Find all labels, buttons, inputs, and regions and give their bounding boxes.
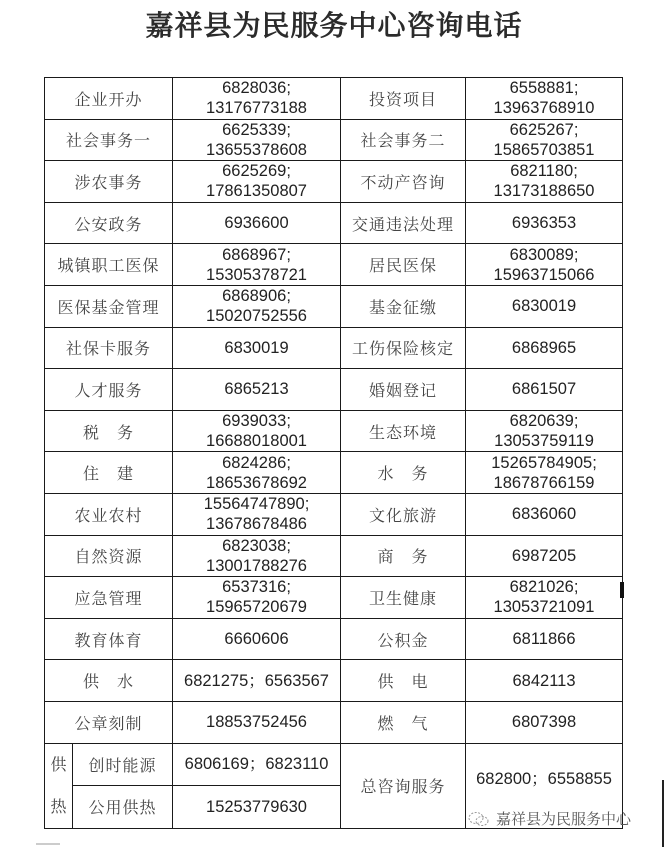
phone-number-left bbox=[173, 285, 341, 327]
department-name-right bbox=[341, 452, 466, 494]
general-consult-phone-text: 682800；6558855 bbox=[476, 769, 612, 788]
phone-line: 17861350807 bbox=[206, 182, 307, 201]
phone-line: 6830019 bbox=[511, 297, 577, 316]
department-label: 社会事务二 bbox=[360, 131, 446, 151]
phone-line: 18678766159 bbox=[493, 473, 595, 492]
phone-line: 6868906; bbox=[222, 287, 291, 306]
heating-provider-phone: 15253779630 bbox=[173, 786, 341, 829]
phone-number-left bbox=[173, 78, 341, 120]
heating-label-bottom: 热 bbox=[50, 796, 67, 816]
phone-line: 18653678692 bbox=[206, 473, 307, 492]
department-name-left bbox=[45, 327, 173, 369]
phone-number-right bbox=[466, 285, 623, 327]
phone-line: 6558881; bbox=[509, 79, 579, 98]
phone-number-left bbox=[173, 493, 341, 535]
department-label: 商 务 bbox=[377, 547, 429, 567]
department-label: 投资项目 bbox=[369, 89, 438, 109]
department-name-right bbox=[341, 410, 466, 452]
phone-line: 15265784905; bbox=[491, 453, 597, 472]
phone-number-left bbox=[173, 202, 341, 244]
page-corner-mark bbox=[36, 843, 60, 845]
table-row bbox=[45, 410, 623, 452]
phone-line: 6939033; bbox=[222, 412, 291, 431]
department-name-left bbox=[45, 369, 173, 411]
department-name-right bbox=[341, 119, 466, 161]
department-name-right bbox=[341, 327, 466, 369]
phone-number-left bbox=[173, 327, 341, 369]
watermark bbox=[468, 808, 631, 829]
phone-number-left bbox=[173, 119, 341, 161]
table-row bbox=[45, 202, 623, 244]
table-row bbox=[45, 119, 623, 161]
department-label: 教育体育 bbox=[74, 630, 143, 650]
department-label: 涉农事务 bbox=[74, 172, 143, 192]
department-label: 居民医保 bbox=[369, 256, 438, 276]
table-row bbox=[45, 285, 623, 327]
phone-number-right bbox=[466, 660, 623, 702]
department-label: 燃 气 bbox=[377, 713, 429, 733]
department-name-left bbox=[45, 701, 173, 743]
phone-line: 6625339; bbox=[222, 120, 291, 139]
department-name-right bbox=[341, 660, 466, 702]
phone-line: 6936353 bbox=[511, 214, 577, 233]
phone-line: 6861507 bbox=[511, 380, 577, 399]
table-row bbox=[45, 535, 623, 577]
department-name-left bbox=[45, 244, 173, 286]
phone-number-right bbox=[466, 701, 623, 743]
phone-line: 6936600 bbox=[224, 214, 289, 233]
phone-number-left bbox=[173, 244, 341, 286]
phone-line: 6824286; bbox=[222, 453, 291, 472]
department-label: 自然资源 bbox=[74, 547, 143, 567]
heating-label-top: 供 bbox=[50, 754, 67, 774]
phone-number-right bbox=[466, 493, 623, 535]
phone-number-right bbox=[466, 618, 623, 660]
phone-number-left bbox=[173, 701, 341, 743]
table-row-heating-1 bbox=[45, 743, 623, 786]
phone-line: 15865703851 bbox=[493, 140, 595, 159]
page-edge-line bbox=[662, 780, 664, 847]
department-label: 社保卡服务 bbox=[66, 339, 152, 359]
phone-number-left bbox=[173, 452, 341, 494]
department-label: 供 水 bbox=[83, 672, 135, 692]
department-name-left bbox=[45, 452, 173, 494]
phone-number-left bbox=[173, 660, 341, 702]
department-name-left bbox=[45, 618, 173, 660]
phone-line: 16688018001 bbox=[206, 432, 307, 451]
phone-number-right bbox=[466, 369, 623, 411]
edge-mark bbox=[620, 582, 624, 598]
department-label: 税 务 bbox=[83, 422, 135, 442]
phone-line: 6830089; bbox=[509, 245, 579, 264]
phone-line: 13173188650 bbox=[493, 182, 595, 201]
table-row bbox=[45, 244, 623, 286]
phone-number-left bbox=[173, 161, 341, 203]
phone-line: 13678678486 bbox=[206, 515, 307, 534]
department-label: 供 电 bbox=[377, 672, 429, 692]
phone-line: 13053759119 bbox=[494, 432, 594, 451]
department-name-right bbox=[341, 535, 466, 577]
department-label: 生态环境 bbox=[369, 422, 438, 442]
phone-line: 6821026; bbox=[509, 578, 579, 597]
heating-group-label bbox=[45, 743, 73, 828]
table-row bbox=[45, 493, 623, 535]
phone-line: 18853752456 bbox=[206, 713, 307, 732]
phone-number-left bbox=[173, 410, 341, 452]
phone-line: 6811866 bbox=[512, 630, 576, 649]
department-name-left bbox=[45, 410, 173, 452]
phone-number-right bbox=[466, 244, 623, 286]
phone-line: 6821275；6563567 bbox=[184, 671, 329, 690]
department-label: 公积金 bbox=[377, 630, 429, 650]
department-label: 婚姻登记 bbox=[369, 380, 438, 400]
general-consult-name: 总咨询服务 bbox=[341, 743, 466, 828]
department-name-left bbox=[45, 202, 173, 244]
department-name-left bbox=[45, 285, 173, 327]
phone-number-right bbox=[466, 410, 623, 452]
phone-number-left bbox=[173, 369, 341, 411]
phone-number-left bbox=[173, 535, 341, 577]
table-row bbox=[45, 369, 623, 411]
phone-line: 6828036; bbox=[222, 79, 291, 98]
table-row bbox=[45, 78, 623, 120]
heating-provider-phone: 6806169；6823110 bbox=[173, 743, 341, 786]
department-name-right bbox=[341, 369, 466, 411]
department-label: 工伤保险核定 bbox=[352, 339, 455, 359]
department-name-right bbox=[341, 285, 466, 327]
phone-line: 13176773188 bbox=[206, 99, 307, 118]
heating-provider-name: 公用供热 bbox=[73, 786, 173, 829]
department-label: 住 建 bbox=[83, 464, 135, 484]
table-row bbox=[45, 327, 623, 369]
phone-line: 6625267; bbox=[509, 120, 579, 139]
phone-line: 6807398 bbox=[511, 713, 577, 732]
department-label: 企业开办 bbox=[74, 89, 143, 109]
department-label: 文化旅游 bbox=[369, 505, 438, 525]
phone-line: 6868965 bbox=[511, 338, 577, 357]
phone-line: 6625269; bbox=[222, 162, 291, 181]
phone-line: 6865213 bbox=[224, 380, 289, 399]
phone-line: 6868967; bbox=[222, 245, 291, 264]
table-row bbox=[45, 161, 623, 203]
contact-directory-table bbox=[44, 77, 623, 829]
watermark-text: 嘉祥县为民服务中心 bbox=[496, 810, 632, 828]
phone-number-right bbox=[466, 535, 623, 577]
department-name-right bbox=[341, 493, 466, 535]
phone-line: 6823038; bbox=[222, 536, 291, 555]
phone-line: 13655378608 bbox=[206, 140, 307, 159]
phone-number-right bbox=[466, 119, 623, 161]
wechat-icon bbox=[468, 811, 490, 827]
department-name-right bbox=[341, 161, 466, 203]
department-label: 农业农村 bbox=[74, 505, 143, 525]
phone-number-left bbox=[173, 577, 341, 619]
phone-line: 15564747890; bbox=[203, 495, 310, 514]
phone-line: 15965720679 bbox=[206, 598, 307, 617]
department-label: 交通违法处理 bbox=[352, 214, 455, 234]
department-name-right bbox=[341, 202, 466, 244]
phone-number-right bbox=[466, 577, 623, 619]
department-label: 水 务 bbox=[377, 464, 429, 484]
department-label: 公安政务 bbox=[74, 214, 143, 234]
phone-line: 6836060 bbox=[511, 505, 577, 524]
department-name-left bbox=[45, 161, 173, 203]
department-name-left bbox=[45, 660, 173, 702]
department-label: 社会事务一 bbox=[66, 131, 152, 151]
department-label: 不动产咨询 bbox=[360, 172, 446, 192]
phone-line: 6987205 bbox=[511, 546, 577, 565]
table-row bbox=[45, 618, 623, 660]
table-row bbox=[45, 577, 623, 619]
phone-line: 15305378721 bbox=[206, 265, 307, 284]
phone-line: 6820639; bbox=[509, 412, 579, 431]
department-label: 应急管理 bbox=[74, 588, 143, 608]
department-name-left bbox=[45, 493, 173, 535]
department-name-right bbox=[341, 618, 466, 660]
table-row bbox=[45, 452, 623, 494]
table-row bbox=[45, 701, 623, 743]
phone-line: 6830019 bbox=[224, 338, 289, 357]
phone-line: 6842113 bbox=[512, 671, 576, 690]
phone-line: 6821180; bbox=[510, 162, 578, 181]
department-label: 医保基金管理 bbox=[57, 297, 160, 317]
department-label: 卫生健康 bbox=[369, 588, 438, 608]
phone-line: 15963715066 bbox=[493, 265, 595, 284]
department-label: 公章刻制 bbox=[74, 713, 143, 733]
department-name-left bbox=[45, 78, 173, 120]
phone-number-right bbox=[466, 202, 623, 244]
department-name-right bbox=[341, 701, 466, 743]
phone-number-right bbox=[466, 161, 623, 203]
phone-number-right bbox=[466, 452, 623, 494]
phone-line: 13963768910 bbox=[493, 99, 595, 118]
phone-line: 15020752556 bbox=[206, 307, 307, 326]
phone-number-left bbox=[173, 618, 341, 660]
phone-line: 13053721091 bbox=[493, 598, 595, 617]
phone-line: 6660606 bbox=[224, 630, 289, 649]
page-title: 嘉祥县为民服务中心咨询电话 bbox=[145, 9, 523, 42]
department-label: 人才服务 bbox=[74, 380, 143, 400]
department-name-right bbox=[341, 244, 466, 286]
department-name-left bbox=[45, 535, 173, 577]
department-name-right bbox=[341, 78, 466, 120]
department-name-left bbox=[45, 119, 173, 161]
phone-number-right bbox=[466, 327, 623, 369]
phone-number-right bbox=[466, 78, 623, 120]
heating-provider-name: 创时能源 bbox=[73, 743, 173, 786]
phone-line: 13001788276 bbox=[206, 556, 307, 575]
department-label: 基金征缴 bbox=[369, 297, 438, 317]
department-name-right bbox=[341, 577, 466, 619]
department-name-left bbox=[45, 577, 173, 619]
phone-line: 6537316; bbox=[222, 578, 291, 597]
department-label: 城镇职工医保 bbox=[57, 256, 160, 276]
table-row bbox=[45, 660, 623, 702]
